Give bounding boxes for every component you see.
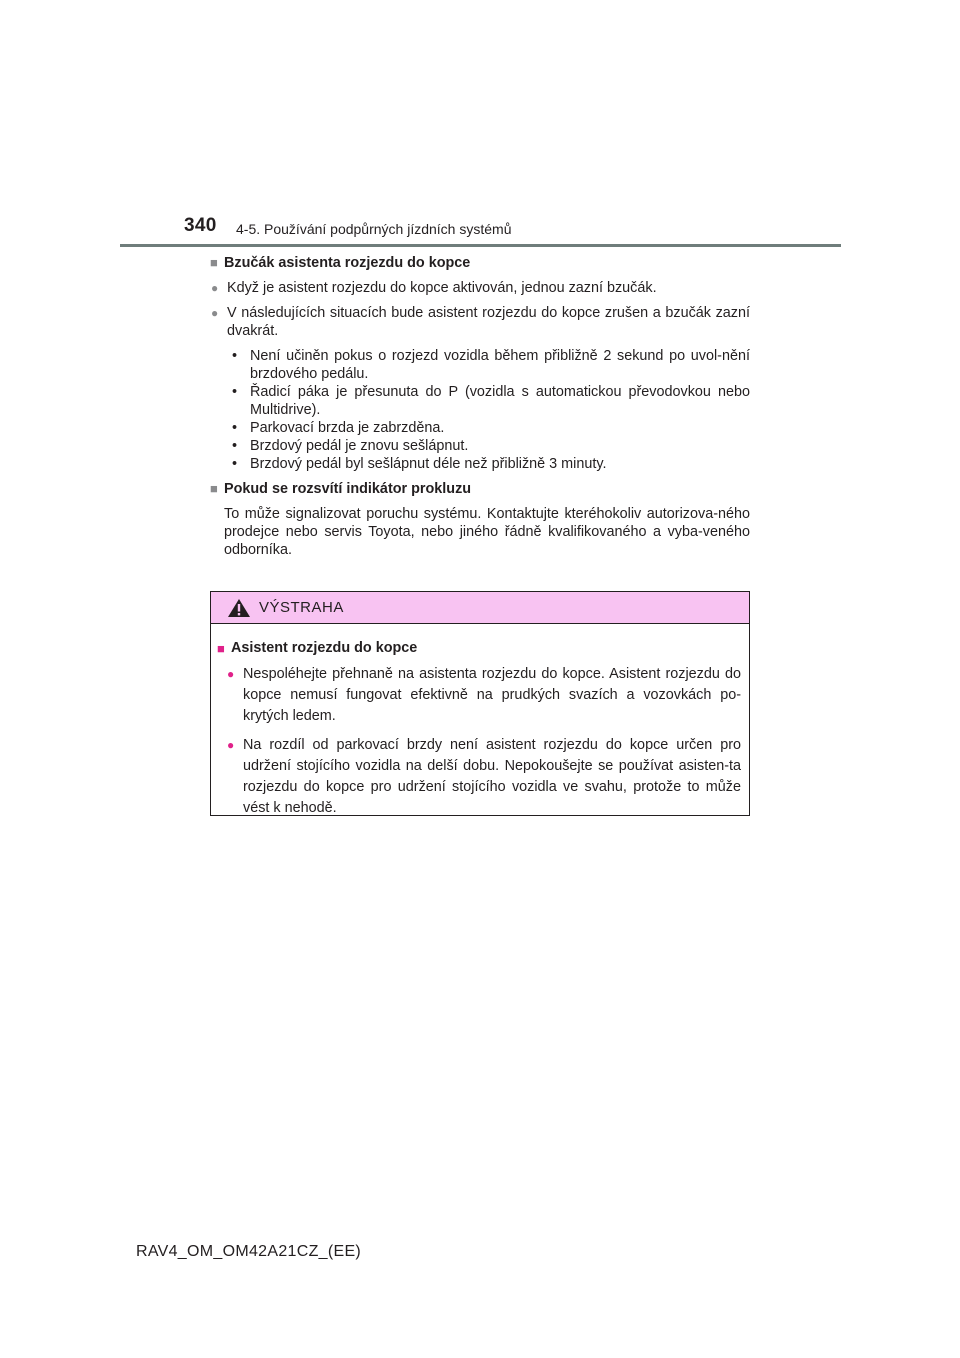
sub-item: [228, 437, 750, 455]
warning-box: [210, 591, 750, 816]
sub-bullet-icon: •: [232, 384, 238, 400]
sub-item: [228, 419, 750, 437]
sub-item-text: Řadicí páka je přesunuta do P (vozidla s automatickou převodovkou nebo Multidrive).: [250, 384, 750, 418]
circle-bullet-icon: ●: [211, 281, 219, 295]
bullet-text: V následujících situacích bude asistent rozjezdu do kopce zrušen a bzučák zazní dvakrát.: [227, 305, 750, 339]
warning-bullet-text: Nespoléhejte přehnaně na asistenta rozjezdu do kopce. Asistent rozjezdu do kopce nemusí fungovat efektivně na prudkých svazích a vozovkách po-krytých ledem.: [243, 666, 741, 724]
warning-bullet: [217, 735, 741, 819]
bullet-item: [210, 279, 750, 297]
sub-item-text: Brzdový pedál je znovu sešlápnut.: [250, 438, 469, 454]
warning-header: [211, 592, 749, 624]
warning-bullet-text: Na rozdíl od parkovací brzdy není asistent rozjezdu do kopce určen pro udržení stojícího vozidla na delší dobu. Nepokoušejte se používat asisten-ta rozjezdu do kopce pro udržení stojícího vozidla ve svahu, protože to může vést k nehodě.: [243, 737, 741, 816]
sub-item: [228, 347, 750, 383]
warning-title: VÝSTRAHA: [259, 599, 344, 616]
section-heading-slip: [210, 480, 750, 498]
circle-bullet-icon: ●: [227, 738, 235, 752]
main-content: [210, 254, 750, 559]
bullet-text: Když je asistent rozjezdu do kopce aktivován, jednou zazní bzučák.: [227, 280, 657, 296]
sub-bullet-icon: •: [232, 456, 238, 472]
chapter-title: 4-5. Používání podpůrných jízdních systémů: [236, 221, 512, 237]
sub-item: [228, 455, 750, 473]
square-bullet-icon: ■: [210, 481, 218, 496]
sub-item-text: Není učiněn pokus o rozjezd vozidla během přibližně 2 sekund po uvol-nění brzdového pedálu.: [250, 348, 750, 382]
square-bullet-icon: ■: [217, 641, 225, 656]
document-code: RAV4_OM_OM42A21CZ_(EE): [136, 1243, 362, 1260]
circle-bullet-icon: ●: [211, 306, 219, 320]
heading-text: Bzučák asistenta rozjezdu do kopce: [224, 255, 471, 271]
sub-bullet-icon: •: [232, 348, 238, 364]
circle-bullet-icon: ●: [227, 667, 235, 681]
warning-heading: [217, 638, 741, 659]
sub-bullet-icon: •: [232, 438, 238, 454]
heading-text: Asistent rozjezdu do kopce: [231, 640, 418, 656]
section-heading-buzzer: [210, 254, 750, 272]
heading-text: Pokud se rozsvítí indikátor prokluzu: [224, 481, 472, 497]
warning-body: [211, 624, 749, 819]
sub-list: [228, 347, 750, 473]
warning-triangle-icon: [227, 598, 251, 618]
sub-item-text: Parkovací brzda je zabrzděna.: [250, 420, 445, 436]
warning-bullet: [217, 664, 741, 727]
bullet-item: [210, 304, 750, 340]
header-rule: [120, 244, 841, 247]
sub-item: [228, 383, 750, 419]
square-bullet-icon: ■: [210, 255, 218, 270]
sub-item-text: Brzdový pedál byl sešlápnut déle než přibližně 3 minuty.: [250, 456, 607, 472]
page-number: 340: [184, 215, 217, 236]
slip-paragraph: To může signalizovat poruchu systému. Kontaktujte kteréhokoliv autorizova-ného prodejce nebo servis Toyota, nebo jiného řádně kvalifikovaného a vyba-veného odborníka.: [224, 506, 750, 558]
sub-bullet-icon: •: [232, 420, 238, 436]
